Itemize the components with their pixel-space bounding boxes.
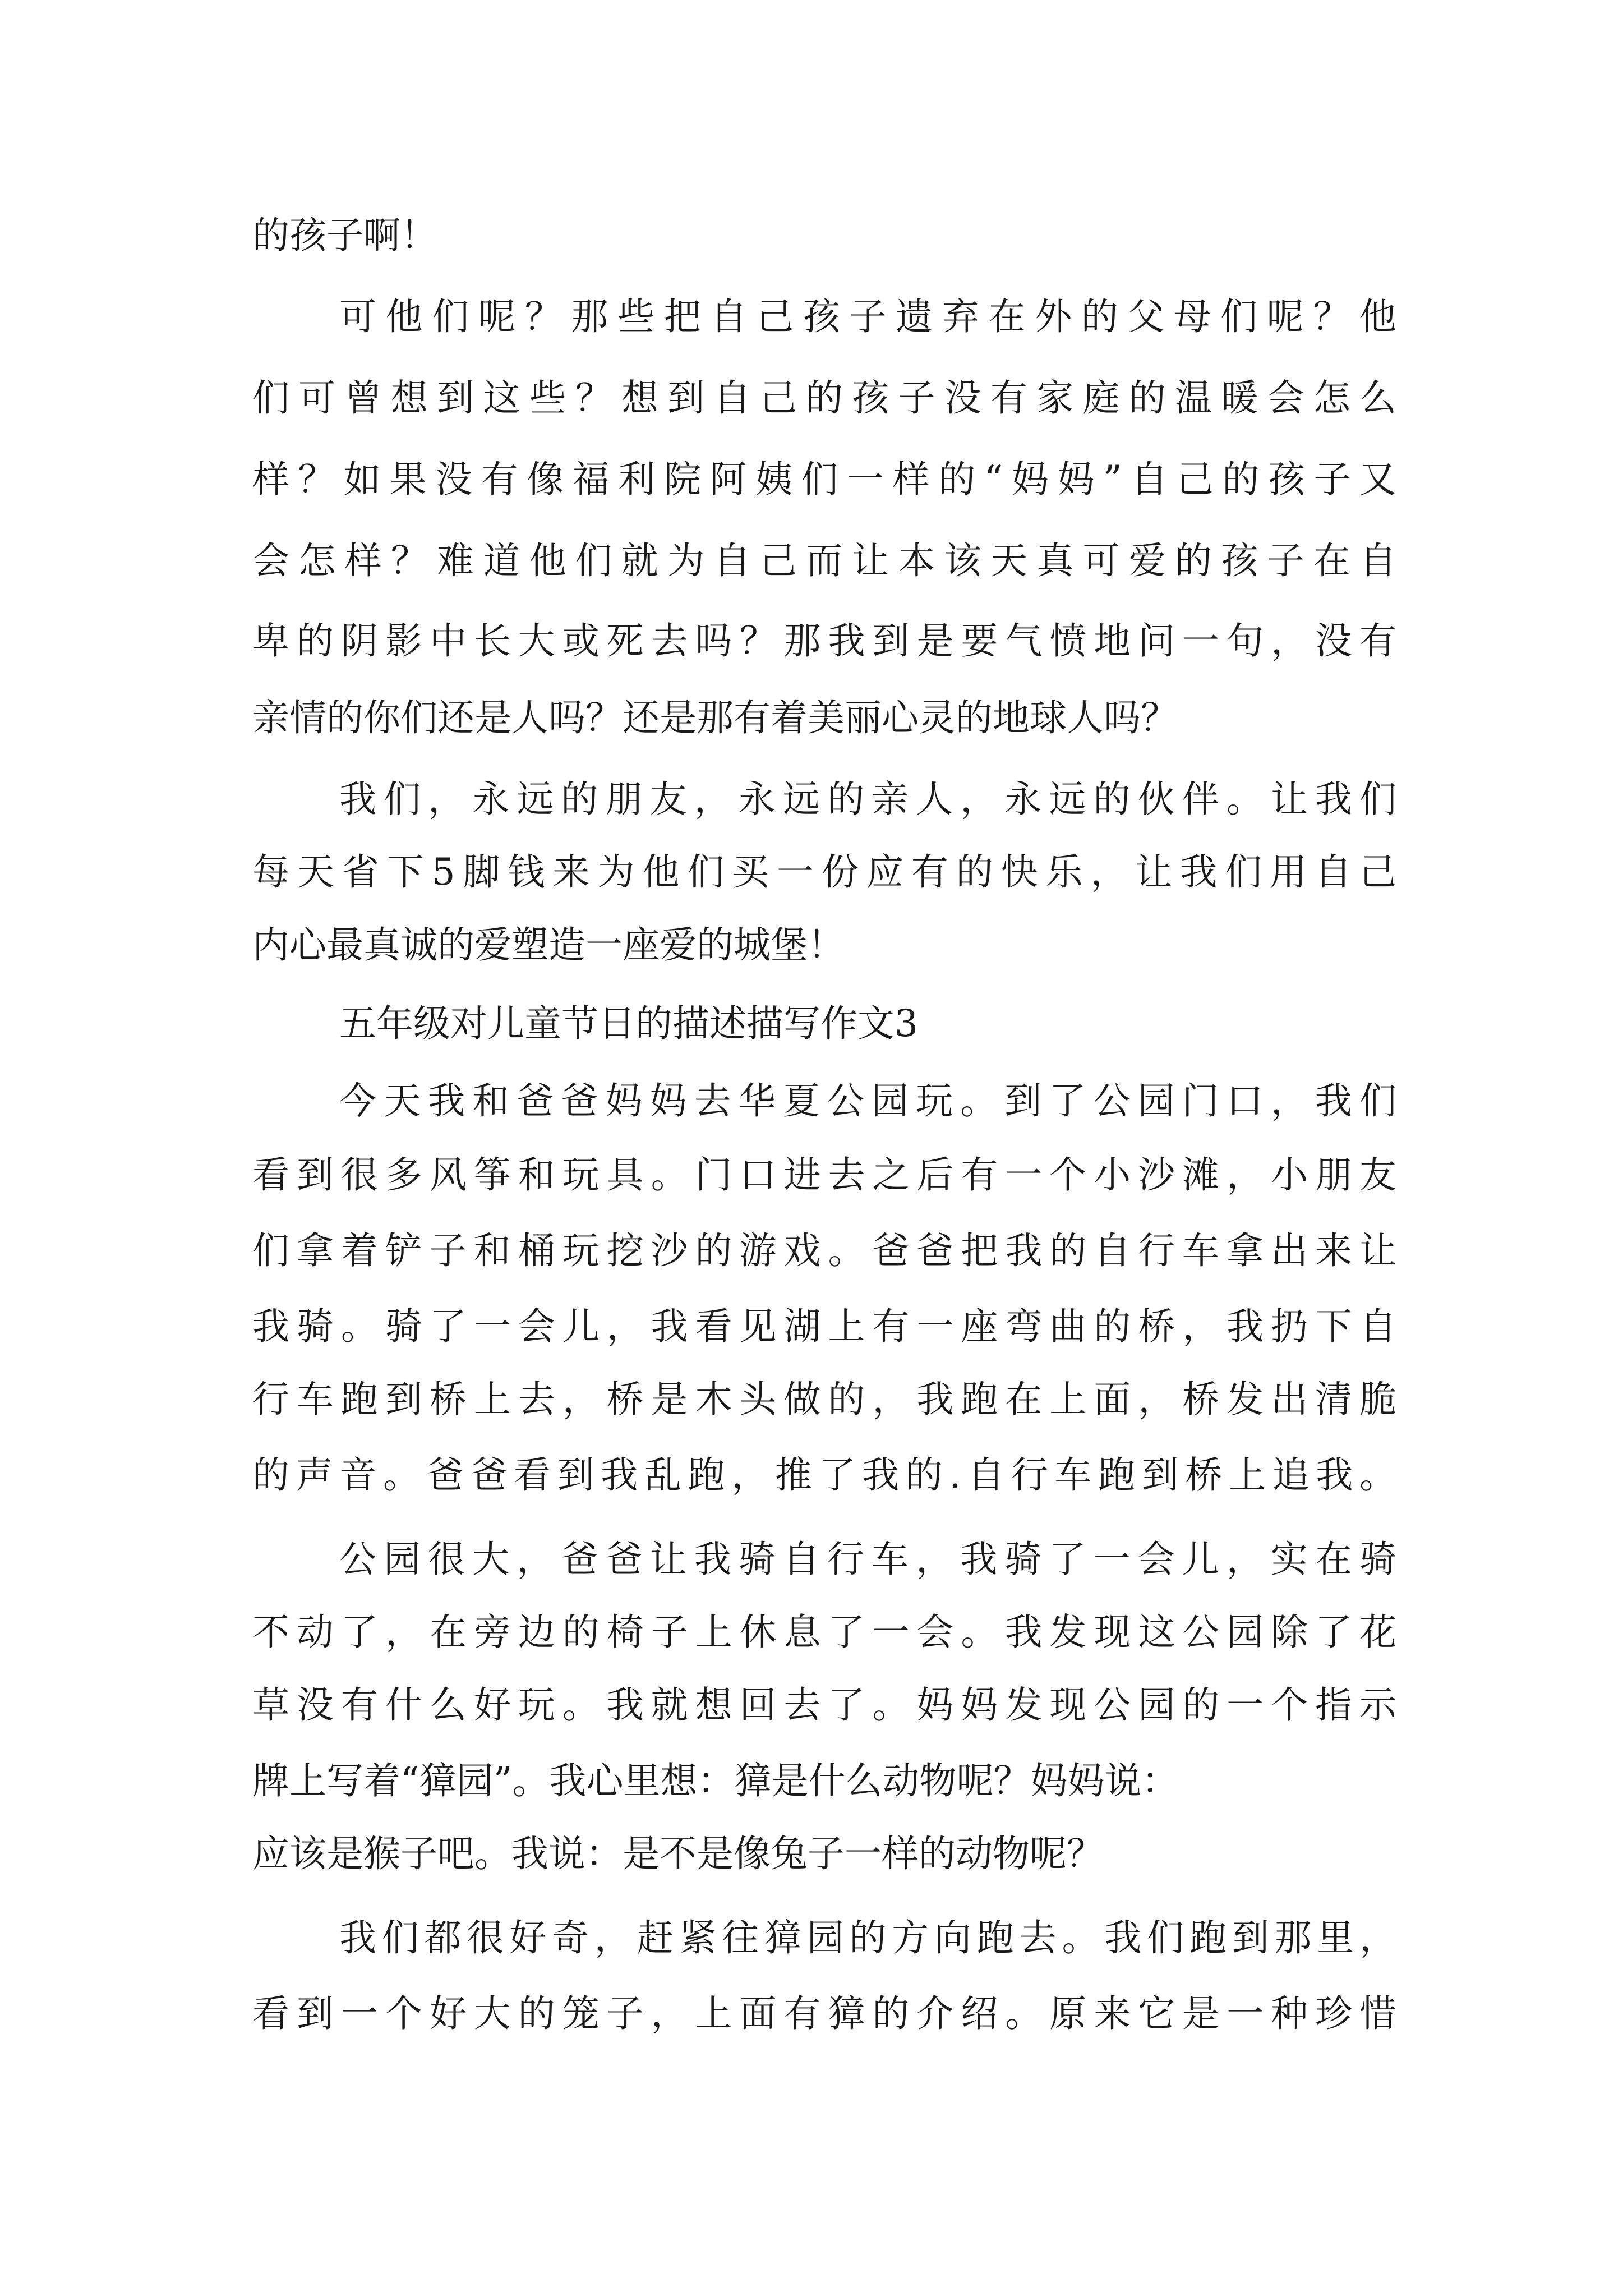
text-line: 应该是猴子吧。我说：是不是像兔子一样的动物呢？ xyxy=(252,1832,1104,1875)
text-line: 我们都很好奇，赶紧往獐园的方向跑去。我们跑到那里， xyxy=(339,1916,1396,1959)
text-line: 样？如果没有像福利院阿姨们一样的“妈妈”自己的孩子又 xyxy=(252,458,1396,501)
text-line: 不动了，在旁边的椅子上休息了一会。我发现这公园除了花 xyxy=(252,1611,1396,1654)
text-line: 们拿着铲子和桶玩挖沙的游戏。爸爸把我的自行车拿出来让 xyxy=(252,1229,1396,1272)
text-line: 我们，永远的朋友，永远的亲人，永远的伙伴。让我们 xyxy=(339,777,1396,821)
text-line: 会怎样？难道他们就为自己而让本该天真可爱的孩子在自 xyxy=(252,539,1396,582)
text-line: 牌上写着“獐园”。我心里想：獐是什么动物呢？妈妈说： xyxy=(252,1759,1179,1802)
text-line: 我骑。骑了一会儿，我看见湖上有一座弯曲的桥，我扔下自 xyxy=(252,1305,1396,1348)
text-line: 每天省下5脚钱来为他们买一份应有的快乐，让我们用自己 xyxy=(252,850,1396,894)
text-line: 公园很大，爸爸让我骑自行车，我骑了一会儿，实在骑 xyxy=(339,1538,1396,1581)
section-heading: 五年级对儿童节日的描述描写作文3 xyxy=(339,1002,918,1045)
text-line: 卑的阴影中长大或死去吗？那我到是要气愤地问一句，没有 xyxy=(252,619,1396,662)
text-line: 内心最真诚的爱塑造一座爱的城堡！ xyxy=(252,923,845,967)
text-line: 亲情的你们还是人吗？还是那有着美丽心灵的地球人吗？ xyxy=(252,696,1178,739)
text-line: 草没有什么好玩。我就想回去了。妈妈发现公园的一个指示 xyxy=(252,1683,1396,1727)
text-line: 看到一个好大的笼子，上面有獐的介绍。原来它是一种珍惜 xyxy=(252,1992,1396,2035)
text-line: 今天我和爸爸妈妈去华夏公园玩。到了公园门口，我们 xyxy=(339,1079,1396,1122)
text-line: 行车跑到桥上去，桥是木头做的，我跑在上面，桥发出清脆 xyxy=(252,1378,1396,1421)
text-line: 的孩子啊！ xyxy=(252,214,437,257)
text-line: 们可曾想到这些？想到自己的孩子没有家庭的温暖会怎么 xyxy=(252,376,1396,420)
text-line: 看到很多风筝和玩具。门口进去之后有一个小沙滩，小朋友 xyxy=(252,1153,1396,1197)
text-line: 的声音。爸爸看到我乱跑，推了我的.自行车跑到桥上追我。 xyxy=(252,1453,1396,1497)
text-line: 可他们呢？那些把自己孩子遗弃在外的父母们呢？他 xyxy=(339,295,1396,338)
